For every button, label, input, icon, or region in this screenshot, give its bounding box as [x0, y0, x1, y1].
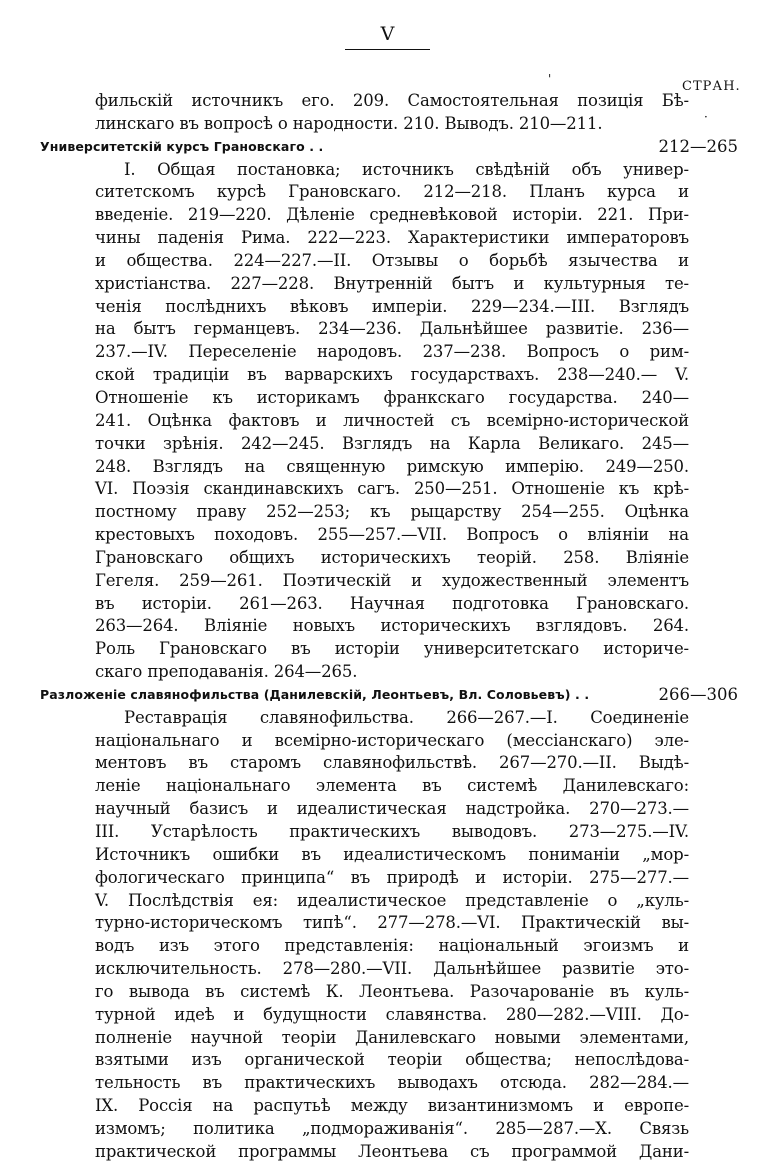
toc-line-text: чины паденія Рима. 222—223. Характеристики императоровъ	[95, 228, 689, 248]
toc-line-text: точки зрѣнія. 242—245. Взглядъ на Карла Великаго. 245—	[95, 433, 689, 453]
toc-line	[40, 707, 740, 730]
toc-line-text: Гегеля. 259—261. Поэтическій и художественный элементъ	[95, 570, 689, 590]
toc-line-text: ситетскомъ курсѣ Грановскаго. 212—218. Планъ курса и	[95, 182, 689, 202]
toc-line	[40, 364, 740, 387]
toc-line-text: и общества. 224—227.—II. Отзывы о борьбѣ язычества и	[95, 250, 689, 270]
toc-line-text: полненіе научной теоріи Данилевскаго новыми элементами,	[95, 1027, 689, 1047]
toc-line	[40, 821, 740, 844]
stray-dot: ·	[704, 110, 708, 124]
toc-line	[40, 181, 740, 204]
toc-line-text: въ исторіи. 261—263. Научная подготовка Грановскаго.	[95, 593, 689, 613]
toc-line-text: ментовъ въ старомъ славянофильствѣ. 267—270.—II. Выдѣ-	[95, 753, 689, 773]
toc-line	[40, 433, 740, 456]
toc-line-text: 263—264. Вліяніе новыхъ историческихъ взглядовъ. 264.	[95, 616, 689, 636]
toc-line	[40, 958, 740, 981]
toc-line-text: постному праву 252—253; къ рыцарству 254—255. Оцѣнка	[95, 502, 689, 522]
toc-line	[40, 890, 740, 913]
toc-line-text: фильскій источникъ его. 209. Самостоятельная позиція Бѣ-	[95, 91, 689, 110]
toc-line	[40, 638, 740, 661]
pages-column-header: СТРАН.	[682, 79, 741, 94]
section-title: Разложеніе славянофильства (Данилевскій, Леонтьевъ, Вл. Соловьевъ) . .	[40, 686, 590, 702]
toc-line-text: фологическаго принципа“ въ природѣ и исторіи. 275—277.—	[95, 867, 689, 887]
toc-line	[40, 1118, 740, 1141]
toc-line-text: скаго преподаванія. 264—265.	[95, 662, 358, 682]
toc-line	[40, 296, 740, 319]
toc-line-text: взятыми изъ органической теоріи общества; непослѣдова-	[95, 1050, 689, 1070]
table-of-contents	[40, 90, 740, 1164]
page-number: V	[345, 22, 430, 50]
toc-line-text: 248. Взглядъ на священную римскую имперію. 249—250.	[95, 456, 689, 476]
toc-line	[40, 547, 740, 570]
section-title: Университетскій курсъ Грановскаго . .	[40, 138, 324, 154]
toc-line-text: Грановскаго общихъ историческихъ теорій. 258. Вліяніе	[95, 547, 689, 567]
toc-line-text: измомъ; политика „подмораживанія“. 285—287.—X. Связь	[95, 1118, 689, 1138]
toc-line	[40, 410, 740, 433]
toc-line-text: Источникъ ошибки въ идеалистическомъ пониманіи „мор-	[95, 844, 689, 864]
toc-line-text: VI. Поэзія скандинавскихъ сагъ. 250—251. Отношеніе къ крѣ-	[95, 479, 689, 499]
toc-line-text: ченія послѣднихъ вѣковъ имперіи. 229—234.—III. Взглядъ	[95, 296, 689, 316]
toc-line-text: го вывода въ системѣ К. Леонтьева. Разочарованіе въ куль-	[95, 981, 689, 1001]
toc-line	[40, 159, 740, 182]
toc-line-text: турно-историческомъ типѣ“. 277—278.—VI. Практическій вы-	[95, 913, 689, 933]
toc-line	[40, 1141, 740, 1164]
toc-line	[40, 570, 740, 593]
toc-line	[40, 844, 740, 867]
toc-line	[40, 798, 740, 821]
section-pages: 212—265	[658, 136, 738, 156]
toc-line-text: III. Устарѣлость практическихъ выводовъ. 273—275.—IV.	[95, 822, 689, 841]
toc-line-text: турной идеѣ и будущности славянства. 280—282.—VIII. До-	[95, 1004, 689, 1024]
toc-line	[40, 1049, 740, 1072]
toc-line-text: тельность въ практическихъ выводахъ отсюда. 282—284.—	[95, 1073, 689, 1093]
toc-line-text: христіанства. 227—228. Внутренній бытъ и культурныя те-	[95, 273, 689, 293]
section-pages: 266—306	[658, 684, 738, 704]
toc-line-text: научный базисъ и идеалистическая надстройка. 270—273.—	[95, 799, 689, 819]
toc-line	[40, 593, 740, 616]
toc-line-text: практической программы Леонтьева съ программой Дани-	[95, 1141, 689, 1161]
toc-line-text: Отношеніе къ историкамъ франкскаго государства. 240—	[95, 387, 689, 407]
toc-line	[40, 387, 740, 410]
toc-line	[40, 90, 740, 113]
toc-line-text: Роль Грановскаго въ исторіи университетскаго историче-	[95, 639, 689, 659]
toc-line-text: I. Общая постановка; источникъ свѣдѣній объ универ-	[124, 159, 689, 179]
toc-line-text: національнаго и всемірно-историческаго (мессіанскаго) эле-	[95, 730, 689, 750]
toc-line-text: V. Послѣдствія ея: идеалистическое представленіе о „куль-	[95, 890, 689, 910]
toc-line-text: крестовыхъ походовъ. 255—257.—VII. Вопросъ о вліяніи на	[95, 525, 689, 545]
toc-line	[40, 250, 740, 273]
toc-line	[40, 981, 740, 1004]
toc-line	[40, 1004, 740, 1027]
stray-mark: '	[548, 72, 552, 86]
toc-line	[40, 752, 740, 775]
toc-line	[40, 478, 740, 501]
toc-line-text: водъ изъ этого представленія: національный эгоизмъ и	[95, 936, 689, 956]
toc-line	[40, 730, 740, 753]
toc-line-text: введеніе. 219—220. Дѣленіе средневѣковой исторіи. 221. При-	[95, 205, 689, 225]
toc-line	[40, 456, 740, 479]
toc-line-text: леніе національнаго элемента въ системѣ Данилевскаго:	[95, 776, 689, 796]
toc-line	[40, 615, 740, 638]
toc-line	[40, 912, 740, 935]
toc-line	[40, 273, 740, 296]
toc-line	[40, 661, 740, 684]
section-heading-granovsky	[40, 136, 740, 159]
toc-line-text: Реставрація славянофильства. 266—267.—I. Соединеніе	[124, 707, 689, 727]
toc-line	[40, 935, 740, 958]
toc-line	[40, 318, 740, 341]
toc-line-text: 237.—IV. Переселеніе народовъ. 237—238. Вопросъ о рим-	[95, 342, 689, 362]
section-heading-slavophilism	[40, 684, 740, 707]
toc-line	[40, 227, 740, 250]
toc-line-text: IX. Россія на распутьѣ между византинизмомъ и европе-	[95, 1096, 689, 1116]
toc-line-text: на бытъ германцевъ. 234—236. Дальнѣйшее развитіе. 236—	[95, 319, 689, 339]
toc-line	[40, 1072, 740, 1095]
toc-line	[40, 524, 740, 547]
toc-line	[40, 341, 740, 364]
toc-line	[40, 867, 740, 890]
toc-line	[40, 1027, 740, 1050]
toc-line	[40, 113, 740, 136]
toc-line	[40, 204, 740, 227]
toc-line	[40, 1095, 740, 1118]
toc-line	[40, 775, 740, 798]
toc-line-text: ской традиціи въ варварскихъ государствахъ. 238—240.— V.	[95, 365, 689, 385]
toc-line	[40, 501, 740, 524]
toc-line-text: линскаго въ вопросѣ о народности. 210. Выводъ. 210—211.	[95, 113, 603, 133]
toc-line-text: 241. Оцѣнка фактовъ и личностей съ всемірно-исторической	[95, 410, 689, 430]
toc-line-text: исключительность. 278—280.—VII. Дальнѣйшее развитіе это-	[95, 959, 689, 979]
